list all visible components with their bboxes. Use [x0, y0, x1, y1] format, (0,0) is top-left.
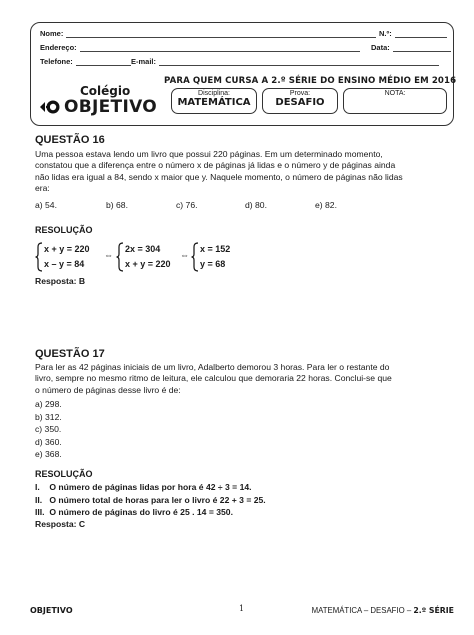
q17-line-3: o número de páginas desse livro é de:	[35, 384, 181, 395]
q16-s2-eq1: 2x = 304	[125, 244, 161, 254]
q16-system-1	[35, 242, 115, 272]
q16-line-3: não lidas era igual a 84, sendo x maior que y. Naquele momento, o número de páginas não lidas	[35, 171, 403, 182]
q16-option-d[interactable]: d) 80.	[245, 200, 267, 210]
q16-system-3	[191, 242, 251, 272]
numero-label: N.º:	[379, 29, 392, 38]
q17-step-2: II. O número total de horas para ler o livro é 22 + 3 = 25.	[35, 495, 266, 505]
q17-resposta: Resposta: C	[35, 519, 86, 529]
disciplina-label: Disciplina:	[198, 90, 230, 97]
q17-line-1: Para ler as 42 páginas iniciais de um livro, Adalberto demorou 3 horas. Para ler o restante do	[35, 362, 390, 372]
numero-field	[379, 29, 447, 38]
logo-top-text: Colégio	[80, 84, 131, 98]
prova-value: DESAFIO	[275, 97, 325, 108]
endereco-line[interactable]	[80, 44, 360, 52]
q16-s2-eq2: x + y = 220	[125, 259, 171, 269]
banner-text: PARA QUEM CURSA A 2.º SÉRIE DO ENSINO MÉDIO EM 2016	[164, 76, 457, 86]
nome-line[interactable]	[66, 30, 376, 38]
data-field	[371, 43, 451, 52]
q16-statement	[35, 149, 453, 195]
q16-title: QUESTÃO 16	[35, 134, 105, 146]
telefone-line[interactable]	[76, 58, 131, 66]
disciplina-box	[171, 88, 257, 114]
telefone-label: Telefone:	[40, 57, 73, 66]
telefone-field	[40, 57, 131, 66]
q16-s1-eq1: x + y = 220	[44, 244, 90, 254]
brace-icon	[116, 242, 124, 272]
q16-options	[35, 200, 337, 210]
q17-resolucao-title: RESOLUÇÃO	[35, 469, 93, 479]
q16-s3-eq2: y = 68	[200, 259, 226, 269]
q17-option-b[interactable]: b) 312.	[35, 411, 62, 422]
q17-statement	[35, 362, 453, 396]
q16-option-b[interactable]: b) 68.	[106, 200, 128, 210]
q16-s1-eq2: x – y = 84	[44, 259, 85, 269]
q16-line-4: era:	[35, 183, 50, 194]
email-field	[131, 57, 439, 66]
q16-resposta: Resposta: B	[35, 276, 86, 286]
footer-subject-prefix: MATEMÁTICA – DESAFIO –	[311, 606, 414, 615]
colegio-objetivo-logo	[40, 84, 157, 118]
nome-field	[40, 29, 376, 38]
iff-icon-2: ⇔	[180, 250, 189, 260]
logo-bottom-text: OBJETIVO	[64, 97, 157, 117]
brace-icon	[35, 242, 43, 272]
prova-label: Prova:	[289, 90, 311, 97]
q16-option-a[interactable]: a) 54.	[35, 200, 57, 210]
q17-option-e[interactable]: e) 368.	[35, 449, 62, 460]
q17-title: QUESTÃO 17	[35, 348, 105, 360]
footer-grade: 2.º SÉRIE	[413, 606, 454, 615]
brace-icon	[191, 242, 199, 272]
q16-resolucao-title: RESOLUÇÃO	[35, 225, 93, 235]
logo-mark-icon	[40, 99, 62, 115]
email-line[interactable]	[159, 58, 439, 66]
data-line[interactable]	[393, 44, 451, 52]
nota-box[interactable]	[343, 88, 447, 114]
q17-option-a[interactable]: a) 298.	[35, 399, 62, 409]
q16-s3-eq1: x = 152	[200, 244, 231, 254]
numero-line[interactable]	[395, 30, 447, 38]
disciplina-value: MATEMÁTICA	[177, 97, 251, 108]
q16-option-c[interactable]: c) 76.	[176, 200, 198, 210]
prova-box	[262, 88, 338, 114]
q16-line-2: constatou que a diferença entre o número x de páginas já lidas e o número y de páginas ainda	[35, 160, 396, 171]
q17-option-d[interactable]: d) 360.	[35, 436, 62, 447]
endereco-field	[40, 43, 360, 52]
footer-brand: OBJETIVO	[30, 606, 73, 615]
q16-line-1: Uma pessoa estava lendo um livro que possui 220 páginas. Em um determinado momento,	[35, 149, 383, 159]
email-label: E-mail:	[131, 57, 157, 66]
page-number: 1	[239, 604, 245, 613]
iff-icon-1: ⇔	[104, 250, 113, 260]
footer-subject	[312, 606, 454, 615]
q17-step-1: I. O número de páginas lidas por hora é 42 ÷ 3 = 14.	[35, 482, 252, 492]
endereco-label: Endereço:	[40, 43, 77, 52]
q17-options	[35, 398, 62, 461]
nota-label: NOTA:	[384, 90, 406, 97]
q17-line-2: livro, sempre no mesmo ritmo de leitura, ele calculou que demoraria 22 horas. Conclui-se que	[35, 373, 392, 384]
q17-step-3: III. O número de páginas do livro é 25 . 14 = 350.	[35, 507, 233, 517]
q17-option-c[interactable]: c) 350.	[35, 424, 62, 435]
q16-option-e[interactable]: e) 82.	[315, 200, 337, 210]
data-label: Data:	[371, 43, 390, 52]
nome-label: Nome:	[40, 29, 64, 38]
